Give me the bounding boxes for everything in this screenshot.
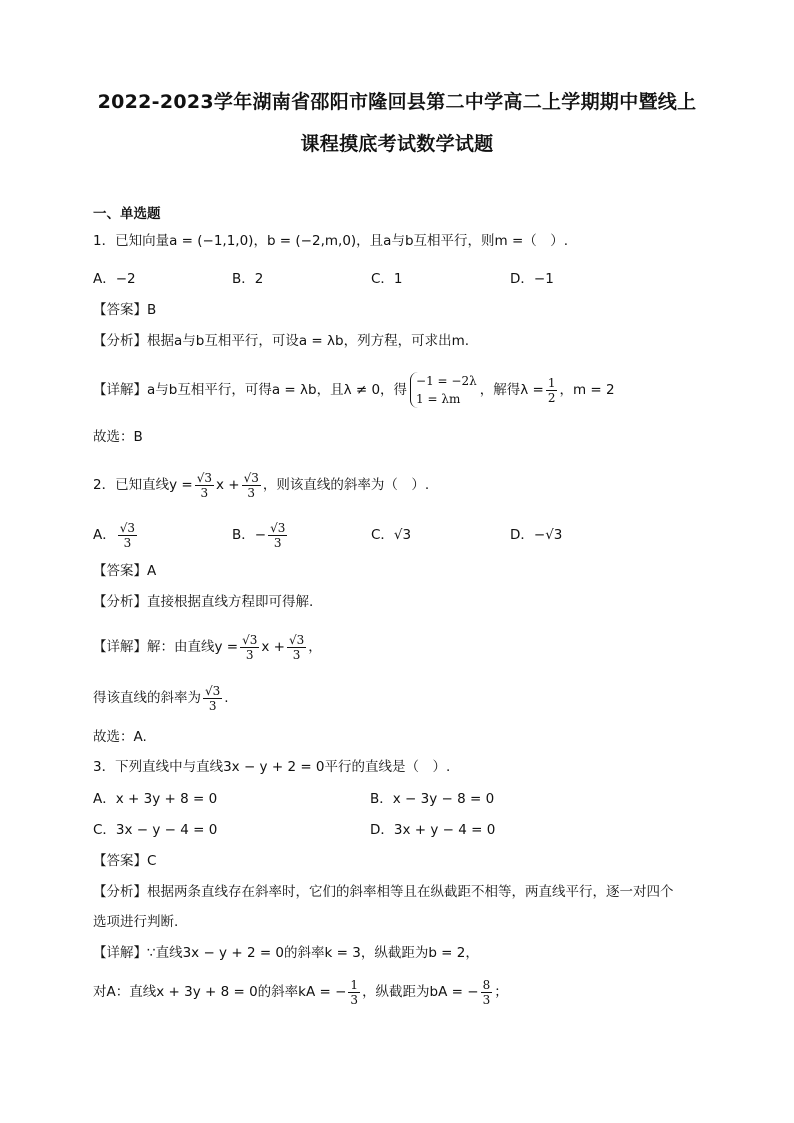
- q2-option-c: C．√3: [371, 527, 412, 543]
- q2-option-b-num: √3: [270, 520, 286, 535]
- q2-stem-pre: 2．已知直线y =: [93, 477, 193, 493]
- q1-lambda-fraction: [546, 376, 558, 405]
- q2-detail-frac1: [240, 633, 259, 662]
- q2-detail-post: ，: [308, 639, 322, 655]
- q2-option-a-num: √3: [119, 520, 136, 535]
- q2-option-a: [93, 518, 139, 552]
- q1-answer: 【答案】B: [93, 302, 157, 318]
- q2-option-a-den: 3: [123, 535, 132, 550]
- q3-stem: 3．下列直线中与直线3x − y + 2 = 0平行的直线是（ ）.: [93, 759, 451, 775]
- q1-detail-mid: ，解得λ =: [479, 382, 544, 398]
- q1-equation-system: [410, 372, 477, 408]
- q2-option-a-label: A．: [93, 527, 116, 543]
- q2-detail-frac2-den: 3: [292, 647, 301, 662]
- q1-stem: 1．已知向量a = (−1,1,0)，b = (−2,m,0)，且a与b互相平行，则m =（ ）.: [93, 233, 569, 249]
- q3-kA-fraction: [348, 978, 360, 1007]
- q2-stem-frac1: [195, 471, 214, 500]
- q2-detail-pre: 【详解】解：由直线y =: [93, 639, 239, 655]
- q1-system-top: −1 = −2λ: [416, 374, 477, 388]
- q2-conclusion: 故选：A.: [93, 729, 147, 745]
- q1-analysis: 【分析】根据a与b互相平行，可设a = λb，列方程，可求出m.: [93, 333, 470, 349]
- q1-detail-pre: 【详解】a与b互相平行，可得a = λb，且λ ≠ 0，得: [93, 382, 408, 398]
- q2-stem-frac2: [242, 471, 261, 500]
- q3-analysis-line1: 【分析】根据两条直线存在斜率时，它们的斜率相等且在纵截距不相等，两直线平行，逐一对四个: [93, 884, 674, 900]
- q1-option-b: B．2: [232, 271, 264, 287]
- q2-answer: 【答案】A: [93, 563, 157, 579]
- q3-bA-fraction: [481, 978, 493, 1007]
- q1-detail: [93, 372, 615, 408]
- q2-detail-x: x +: [261, 639, 285, 655]
- document-title-line1: 2022-2023学年湖南省邵阳市隆回县第二中学高二上学期期中暨线上: [97, 91, 697, 113]
- q3-answer: 【答案】C: [93, 853, 157, 869]
- q2-option-b-den: 3: [273, 535, 282, 550]
- q1-option-c: C．1: [371, 271, 403, 287]
- q2-detail-frac1-num: √3: [242, 632, 258, 647]
- q3-option-b: B．x − 3y − 8 = 0: [370, 791, 495, 807]
- q3-bA-den: 3: [482, 992, 491, 1007]
- q2-option-b-frac: [268, 521, 287, 550]
- q2-stem-frac1-den: 3: [200, 485, 209, 500]
- section-heading: 一、单选题: [93, 206, 161, 222]
- q3-bA-num: 8: [482, 977, 491, 992]
- q2-slope: [93, 681, 229, 715]
- q2-stem-mid: x +: [215, 477, 240, 493]
- q1-option-a: A．−2: [93, 271, 136, 287]
- q2-stem-frac2-num: √3: [243, 470, 259, 485]
- q2-detail-frac2-num: √3: [288, 632, 305, 647]
- q1-lambda-den: 2: [547, 390, 556, 405]
- q2-stem: [93, 468, 429, 502]
- q3-detail2-mid: ，纵截距为bA = −: [362, 984, 479, 1000]
- q2-detail-frac1-den: 3: [245, 647, 254, 662]
- q2-slope-pre: 得该直线的斜率为: [93, 690, 201, 706]
- q2-slope-num: √3: [205, 683, 221, 698]
- q2-detail: [93, 630, 322, 664]
- q2-option-b-label: B．−: [232, 527, 267, 543]
- q3-option-c: C．3x − y − 4 = 0: [93, 822, 218, 838]
- q2-detail-frac2: [287, 633, 306, 662]
- q2-stem-post: ，则该直线的斜率为（ ）.: [262, 477, 430, 493]
- q3-detail2-post: ；: [494, 984, 508, 1000]
- q1-system-bottom: 1 = λm: [416, 392, 461, 406]
- q3-option-a: A．x + 3y + 8 = 0: [93, 791, 218, 807]
- q3-kA-den: 3: [350, 992, 359, 1007]
- q2-option-b: [232, 518, 289, 552]
- q1-conclusion: 故选：B: [93, 429, 143, 445]
- q3-detail2: [93, 975, 508, 1009]
- q2-slope-den: 3: [208, 698, 217, 713]
- q2-option-d: D．−√3: [510, 527, 563, 543]
- q1-option-d: D．−1: [510, 271, 554, 287]
- document-title-line2: 课程摸底考试数学试题: [300, 133, 494, 155]
- q2-analysis: 【分析】直接根据直线方程即可得解.: [93, 594, 314, 610]
- q2-stem-frac1-num: √3: [196, 470, 212, 485]
- q3-analysis-line2: 选项进行判断.: [93, 914, 179, 930]
- q3-option-d: D．3x + y − 4 = 0: [370, 822, 496, 838]
- q2-option-a-frac: [118, 521, 137, 550]
- q3-detail2-pre: 对A：直线x + 3y + 8 = 0的斜率kA = −: [93, 984, 347, 1000]
- q2-stem-frac2-den: 3: [247, 485, 256, 500]
- q3-detail: 【详解】∵直线3x − y + 2 = 0的斜率k = 3，纵截距为b = 2，: [93, 945, 479, 961]
- q1-detail-post: ，m = 2: [559, 382, 615, 398]
- q2-slope-post: .: [224, 690, 229, 706]
- q1-lambda-num: 1: [547, 375, 556, 390]
- q3-kA-num: 1: [350, 977, 359, 992]
- q2-slope-frac: [203, 684, 222, 713]
